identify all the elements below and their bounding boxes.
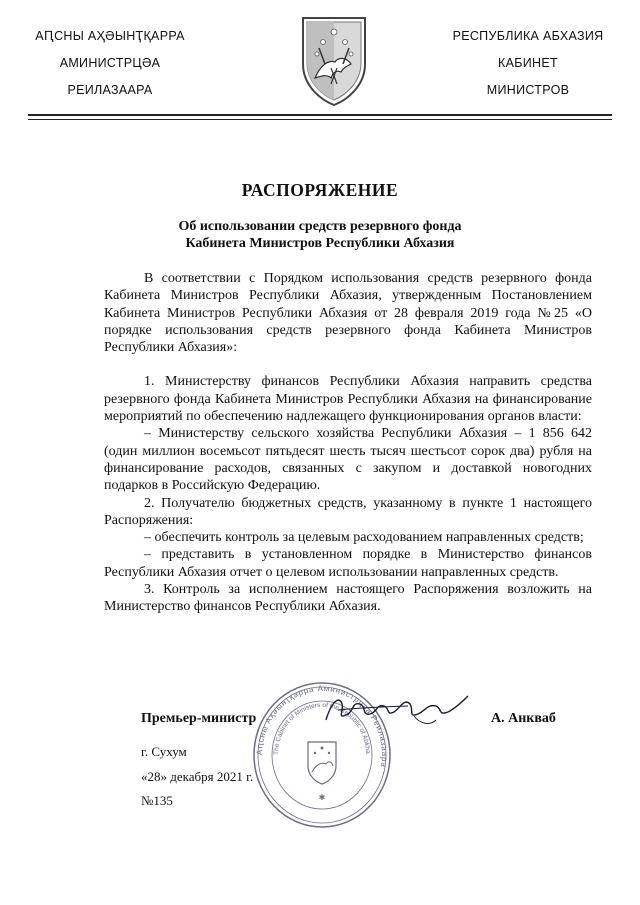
header-left-line-3: РЕИЛАЗААРА: [67, 83, 153, 97]
signatory-name: А. Анкваб: [491, 711, 556, 726]
header-right: [448, 29, 608, 110]
subtitle-line-1: Об использовании средств резервного фонда: [178, 219, 462, 234]
document-body: [104, 270, 592, 616]
document-date: «28» декабря 2021 г.: [141, 769, 254, 784]
seal-outer-text: Аԥсны Аҳәынҭқарра Аминистрцәа Реилазаара: [254, 683, 390, 769]
document-title: РАСПОРЯЖЕНИЕ: [241, 180, 399, 200]
paragraph-item-2: 2. Получателю бюджетных средств, указанному в пункте 1 настоящего Распоряжения:: [104, 495, 592, 528]
document-subtitle: [100, 218, 540, 252]
header-left-line-2: АМИНИСТРЦӘА: [59, 56, 161, 70]
paragraph-item-2-subitem-b: – представить в установленном порядке в Министерство финансов Республики Абхазия отчет о целевом использовании направленных средств.: [104, 547, 592, 580]
header-divider-thin: [28, 119, 612, 120]
header-left-line-1: АԤСНЫ АҲӘЫНҬҚАРРА: [35, 29, 185, 43]
document-city: г. Сухум: [141, 744, 187, 759]
svg-text:✱: ✱: [318, 793, 326, 802]
signatory-position: Премьер-министр: [141, 711, 257, 726]
header-right-line-1: РЕСПУБЛИКА АБХАЗИЯ: [452, 29, 604, 43]
handwritten-signature: [318, 690, 478, 735]
paragraph-item-1: 1. Министерству финансов Республики Абхазия направить средства резервного фонда Кабинета Министров Республики Абхазия на финансирование мероприятий по обеспечению надлежащего функционирования органов власти:: [104, 374, 592, 425]
header-divider-thick: [28, 114, 612, 116]
seal-inner-text: The Cabinet of Ministers of the Republic of Abkha: [272, 701, 372, 756]
header-right-line-2: КАБИНЕТ: [498, 56, 558, 70]
header-right-line-3: МИНИСТРОВ: [486, 83, 570, 97]
paragraph-preamble: В соответствии с Порядком использования средств резервного фонда Кабинета Министров Республики Абхазия, утвержденным Постановлением Кабинета Министров Республики Абхазия от 28 февраля 2019 года №25 «О порядке использования средств резервного фонда Кабинета Министров Республики Абхазия»:: [104, 271, 592, 356]
document-number: №135: [141, 793, 173, 808]
header-left: [30, 29, 190, 110]
subtitle-line-2: Кабинета Министров Республики Абхазия: [185, 236, 455, 251]
paragraph-item-2-subitem-a: – обеспечить контроль за целевым расходованием направленных средств;: [144, 530, 584, 546]
state-emblem-icon: [295, 12, 373, 107]
paragraph-item-1-subitem: – Министерству сельского хозяйства Республики Абхазия – 1 856 642 (один миллион восемьсот пятьдесят шесть тысяч шестьсот сорок два) рубля на финансирование расходов, связанных с закупом и доставкой новогодних подарков в Российскую Федерацию.: [104, 426, 592, 494]
paragraph-item-3: 3. Контроль за исполнением настоящего Распоряжения возложить на Министерство финансов Республики Абхазия.: [104, 582, 592, 615]
